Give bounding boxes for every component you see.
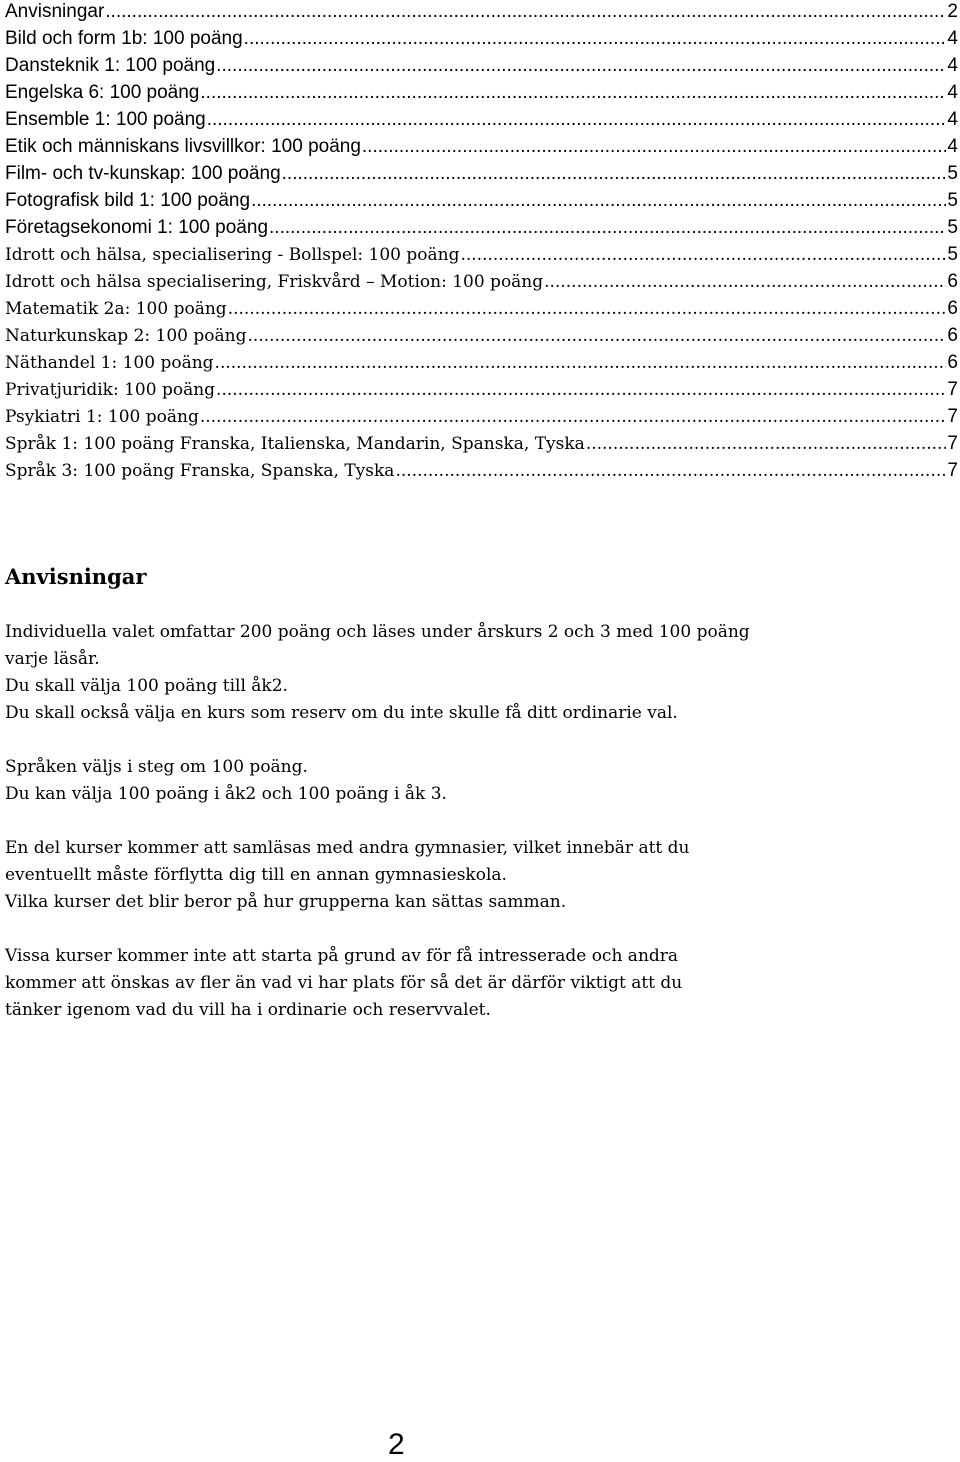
toc-entry-page: 6	[947, 352, 958, 373]
toc-dot-leader	[395, 459, 946, 483]
toc-entry-page: 4	[947, 55, 958, 76]
toc-dot-leader	[244, 27, 947, 51]
toc-dot-leader	[200, 405, 947, 429]
toc-entry[interactable]	[5, 108, 958, 135]
section-heading: Anvisningar	[5, 564, 147, 589]
toc-dot-leader	[251, 189, 946, 213]
toc-entry-page: 4	[947, 82, 958, 103]
toc-entry[interactable]	[5, 405, 958, 432]
toc-dot-leader	[200, 81, 946, 105]
toc-entry-title: Film- och tv-kunskap: 100 poäng	[5, 163, 281, 184]
toc-entry-title: Dansteknik 1: 100 poäng	[5, 55, 216, 76]
toc-entry-title: Idrott och hälsa specialisering, Friskvård – Motion: 100 poäng	[5, 272, 544, 292]
toc-entry-title: Naturkunskap 2: 100 poäng	[5, 326, 247, 346]
paragraph-line: Individuella valet omfattar 200 poäng och läses under årskurs 2 och 3 med 100 poäng	[5, 622, 750, 642]
paragraph	[5, 943, 905, 1024]
toc-dot-leader	[215, 351, 947, 375]
paragraph-line: eventuellt måste förflytta dig till en annan gymnasieskola.	[5, 865, 507, 885]
paragraph	[5, 619, 905, 727]
toc-entry[interactable]	[5, 0, 958, 27]
toc-entry-page: 5	[947, 217, 958, 238]
toc-entry[interactable]	[5, 81, 958, 108]
paragraph-line: tänker igenom vad du vill ha i ordinarie och reservvalet.	[5, 1000, 491, 1020]
paragraph	[5, 835, 905, 916]
toc-entry[interactable]	[5, 54, 958, 81]
toc-dot-leader	[269, 216, 946, 240]
toc-entry-title: Språk 1: 100 poäng Franska, Italienska, Mandarin, Spanska, Tyska	[5, 434, 585, 454]
toc-entry-title: Etik och människans livsvillkor: 100 poäng	[5, 136, 361, 157]
paragraph-line: Vilka kurser det blir beror på hur grupperna kan sättas samman.	[5, 892, 567, 912]
toc-entry[interactable]	[5, 459, 958, 486]
toc-dot-leader	[207, 108, 947, 132]
toc-entry-page: 5	[947, 190, 958, 211]
paragraph-line: En del kurser kommer att samläsas med andra gymnasier, vilket innebär att du	[5, 838, 690, 858]
paragraph-line: Du kan välja 100 poäng i åk2 och 100 poäng i åk 3.	[5, 784, 447, 804]
toc-entry[interactable]	[5, 135, 958, 162]
toc-dot-leader	[460, 243, 946, 267]
toc-entry[interactable]	[5, 351, 958, 378]
instructions-body	[5, 619, 905, 1024]
toc-entry-title: Engelska 6: 100 poäng	[5, 82, 200, 103]
toc-entry[interactable]	[5, 297, 958, 324]
toc-entry[interactable]	[5, 189, 958, 216]
toc-entry-page: 7	[947, 379, 958, 400]
page-number: 2	[388, 1428, 405, 1461]
toc-entry-title: Ensemble 1: 100 poäng	[5, 109, 206, 130]
toc-entry-page: 7	[947, 433, 958, 454]
toc-entry[interactable]	[5, 270, 958, 297]
paragraph-line: Vissa kurser kommer inte att starta på grund av för få intresserade och andra	[5, 946, 679, 966]
toc-entry-page: 6	[947, 325, 958, 346]
toc-dot-leader	[228, 297, 947, 321]
paragraph-line: kommer att önskas av fler än vad vi har plats för så det är därför viktigt att du	[5, 973, 683, 993]
toc-entry[interactable]	[5, 243, 958, 270]
toc-dot-leader	[362, 135, 947, 159]
toc-dot-leader	[544, 270, 946, 294]
toc-dot-leader	[216, 378, 946, 402]
toc-dot-leader	[216, 54, 946, 78]
toc-entry-title: Företagsekonomi 1: 100 poäng	[5, 217, 269, 238]
paragraph	[5, 754, 905, 808]
toc-dot-leader	[586, 432, 947, 456]
toc-entry-title: Fotografisk bild 1: 100 poäng	[5, 190, 251, 211]
toc-entry-title: Anvisningar	[5, 1, 105, 22]
toc-entry-page: 6	[947, 271, 958, 292]
instructions-section	[5, 560, 905, 1051]
toc-dot-leader	[282, 162, 947, 186]
paragraph-line: varje läsår.	[5, 649, 100, 669]
toc-entry-page: 5	[947, 244, 958, 265]
toc-entry[interactable]	[5, 378, 958, 405]
toc-entry-page: 4	[947, 136, 958, 157]
toc-entry-page: 6	[947, 298, 958, 319]
toc-entry-title: Bild och form 1b: 100 poäng	[5, 28, 243, 49]
paragraph-line: Du skall också välja en kurs som reserv om du inte skulle få ditt ordinarie val.	[5, 703, 678, 723]
toc-entry-title: Matematik 2a: 100 poäng	[5, 299, 227, 319]
toc-entry[interactable]	[5, 27, 958, 54]
toc-entry-title: Privatjuridik: 100 poäng	[5, 380, 216, 400]
toc-entry-title: Språk 3: 100 poäng Franska, Spanska, Tyska	[5, 461, 395, 481]
toc-entry-page: 7	[947, 406, 958, 427]
toc-entry-title: Psykiatri 1: 100 poäng	[5, 407, 199, 427]
toc-entry-page: 7	[947, 460, 958, 481]
toc-entry-page: 4	[947, 109, 958, 130]
toc-entry-title: Näthandel 1: 100 poäng	[5, 353, 214, 373]
toc-entry-page: 4	[947, 28, 958, 49]
table-of-contents	[5, 0, 958, 486]
toc-entry[interactable]	[5, 432, 958, 459]
toc-entry-page: 2	[947, 1, 958, 22]
toc-dot-leader	[105, 0, 946, 24]
toc-entry[interactable]	[5, 162, 958, 189]
toc-entry[interactable]	[5, 216, 958, 243]
paragraph-line: Språken väljs i steg om 100 poäng.	[5, 757, 308, 777]
toc-entry-page: 5	[947, 163, 958, 184]
toc-entry-title: Idrott och hälsa, specialisering - Bollspel: 100 poäng	[5, 245, 460, 265]
paragraph-line: Du skall välja 100 poäng till åk2.	[5, 676, 288, 696]
toc-dot-leader	[247, 324, 946, 348]
toc-entry[interactable]	[5, 324, 958, 351]
